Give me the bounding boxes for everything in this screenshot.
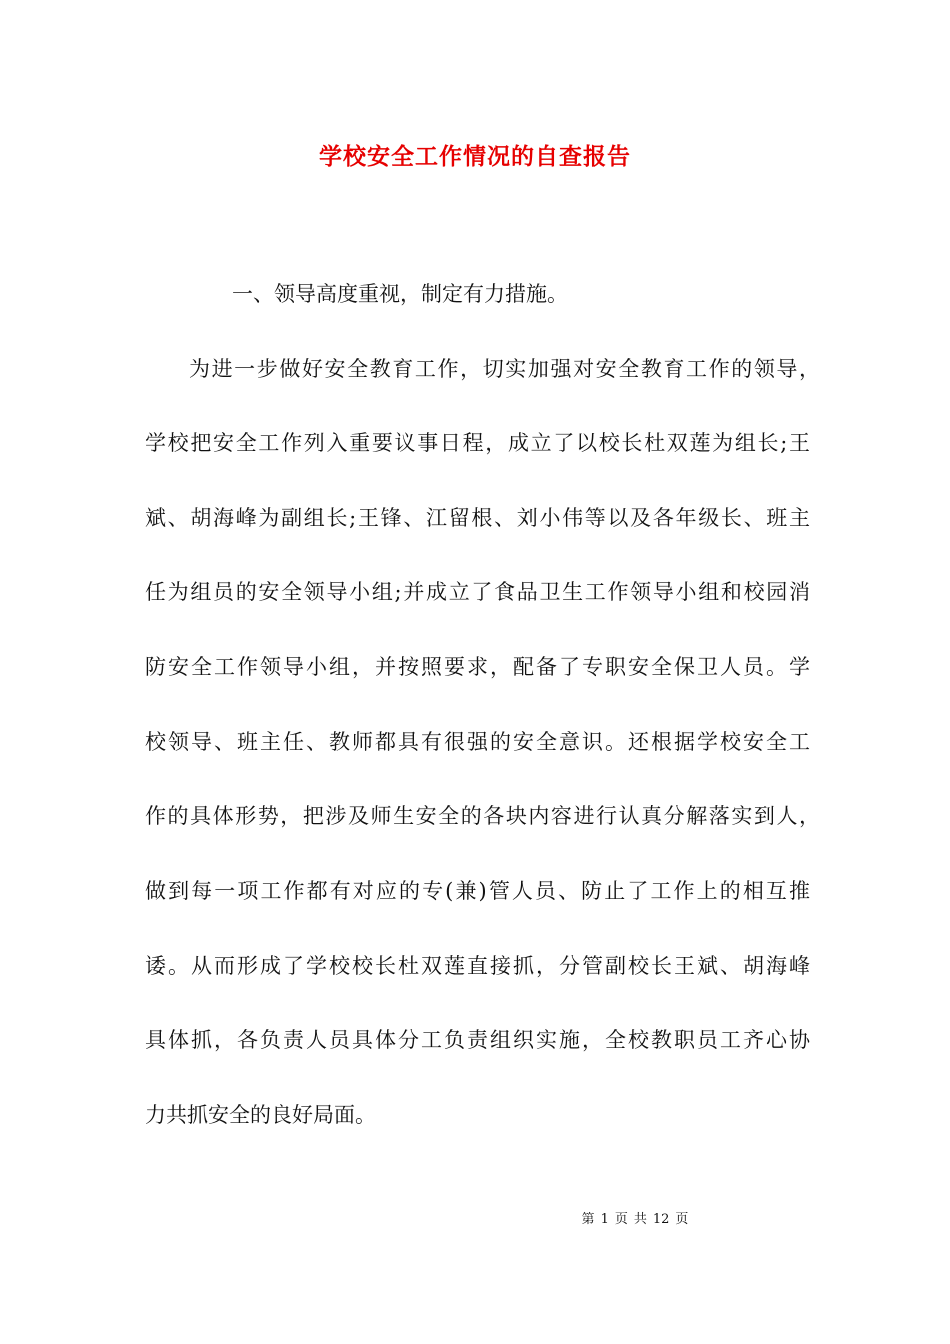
section-heading: 一、领导高度重视，制定有力措施。	[232, 282, 568, 306]
footer-prefix: 第	[581, 1212, 595, 1227]
paragraph-line: 任为组员的安全领导小组;并成立了食品卫生工作领导小组和校园消	[145, 580, 810, 604]
footer-page-word: 页	[614, 1212, 628, 1227]
paragraph-line: 作的具体形势，把涉及师生安全的各块内容进行认真分解落实到人，	[145, 804, 820, 828]
paragraph-line: 为进一步做好安全教育工作，切实加强对安全教育工作的领导，	[189, 357, 820, 381]
footer-current-page: 1	[600, 1212, 609, 1227]
paragraph-line: 诿。从而形成了学校校长杜双莲直接抓，分管副校长王斌、胡海峰	[145, 954, 810, 978]
document-title: 学校安全工作情况的自查报告	[319, 144, 631, 170]
page-footer	[0, 1208, 950, 1227]
paragraph-line: 防安全工作领导小组，并按照要求，配备了专职安全保卫人员。学	[145, 655, 810, 679]
footer-suffix: 页	[675, 1212, 689, 1227]
paragraph-line: 斌、胡海峰为副组长;王锋、江留根、刘小伟等以及各年级长、班主	[145, 506, 810, 530]
paragraph-line: 具体抓，各负责人员具体分工负责组织实施，全校教职员工齐心协	[145, 1028, 810, 1052]
paragraph-line: 力共抓安全的良好局面。	[145, 1103, 376, 1127]
paragraph-line: 校领导、班主任、教师都具有很强的安全意识。还根据学校安全工	[145, 730, 810, 754]
footer-total-word: 共	[633, 1212, 647, 1227]
footer-total-pages: 12	[652, 1212, 670, 1227]
paragraph-line: 学校把安全工作列入重要议事日程，成立了以校长杜双莲为组长;王	[145, 431, 810, 455]
paragraph-line: 做到每一项工作都有对应的专(兼)管人员、防止了工作上的相互推	[145, 879, 810, 903]
